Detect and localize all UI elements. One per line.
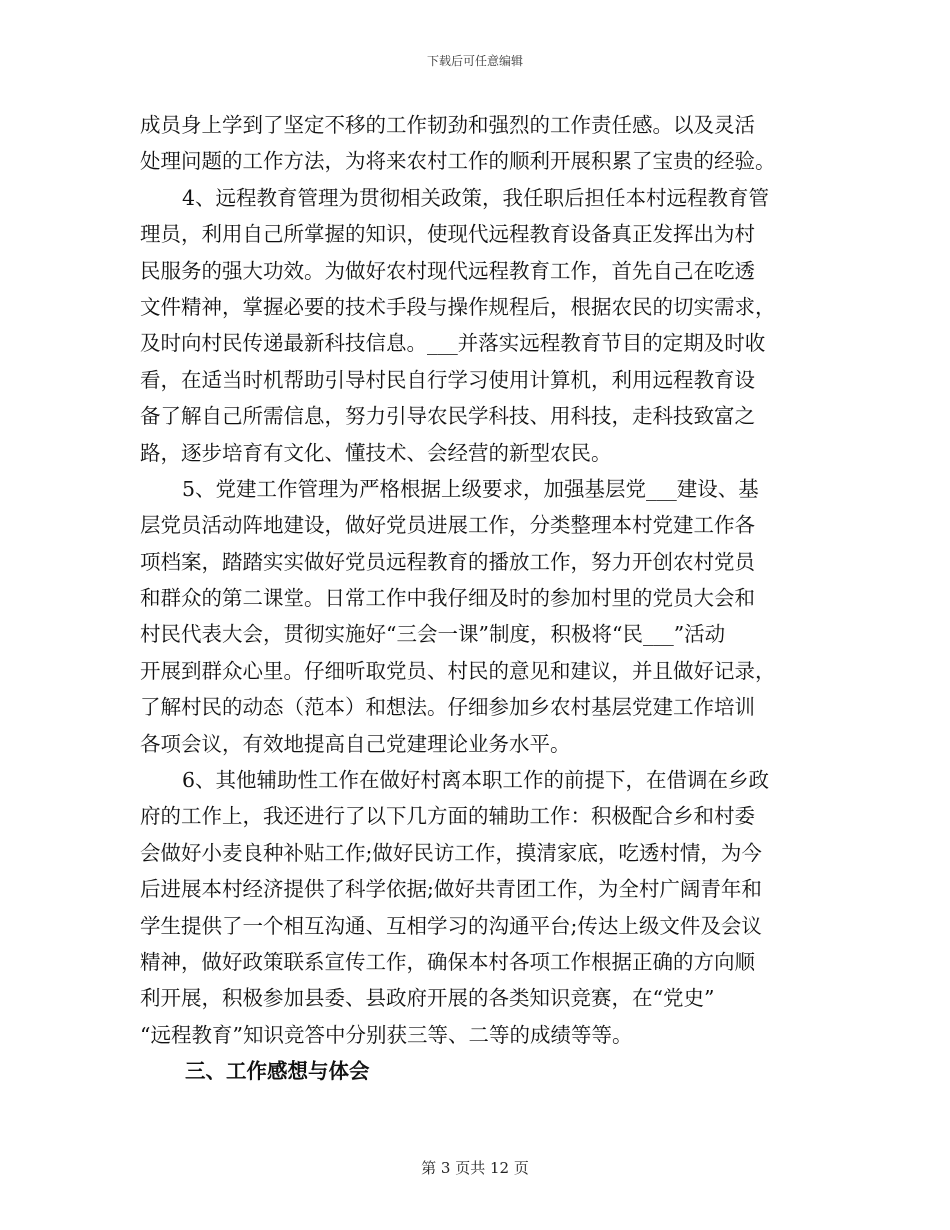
document-body <box>140 107 820 1090</box>
body-line: 开展到群众心里。仔细听取党员、村民的意见和建议，并且做好记录， <box>140 658 776 683</box>
section-heading: 三、工作感想与体会 <box>185 1059 370 1084</box>
body-line: 利开展，积极参加县委、县政府开展的各类知识竞赛，在“党史” <box>140 986 715 1011</box>
body-line: 了解村民的动态（范本）和想法。仔细参加乡农村基层党建工作培训 <box>140 695 755 720</box>
body-line: 后进展本村经济提供了科学依据;做好共青团工作，为全村广阔青年和 <box>140 877 762 902</box>
page-header: 下载后可任意编辑 <box>426 54 523 68</box>
body-line: 成员身上学到了坚定不移的工作韧劲和强烈的工作责任感。以及灵活 <box>140 113 755 137</box>
body-line: 路，逐步培育有文化、懂技术、会经营的新型农民。 <box>140 440 612 465</box>
body-line: “远程教育”知识竞答中分别获三等、二等的成绩等等。 <box>140 1022 633 1047</box>
body-line: 层党员活动阵地建设，做好党员进展工作，分类整理本村党建工作各 <box>140 513 755 538</box>
body-line: 5、党建工作管理为严格根据上级要求，加强基层党___建设、基 <box>182 476 759 501</box>
body-line: 民服务的强大功效。为做好农村现代远程教育工作，首先自己在吃透 <box>140 258 755 283</box>
body-line: 学生提供了一个相互沟通、互相学习的沟通平台;传达上级文件及会议 <box>140 913 762 938</box>
body-line: 及时向村民传递最新科技信息。___并落实远程教育节目的定期及时收 <box>140 331 766 356</box>
body-line: 村民代表大会，贯彻实施好“三会一课”制度，积极将“民___”活动 <box>140 622 726 647</box>
body-line: 看，在适当时机帮助引导村民自行学习使用计算机，利用远程教育设 <box>140 367 755 392</box>
body-line: 4、远程教育管理为贯彻相关政策，我任职后担任本村远程教育管 <box>182 185 770 210</box>
body-line: 6、其他辅助性工作在做好村离本职工作的前提下，在借调在乡政 <box>182 768 770 793</box>
body-line: 理员，利用自己所掌握的知识，使现代远程教育设备真正发挥出为村 <box>140 222 755 247</box>
body-line: 和群众的第二课堂。日常工作中我仔细及时的参加村里的党员大会和 <box>140 586 755 611</box>
body-line: 精神，做好政策联系宣传工作，确保本村各项工作根据正确的方向顺 <box>140 949 755 974</box>
body-line: 会做好小麦良种补贴工作;做好民访工作，摸清家底，吃透村情，为今 <box>140 840 762 865</box>
body-line: 文件精神，掌握必要的技术手段与操作规程后，根据农民的切实需求， <box>140 294 776 319</box>
body-line: 各项会议，有效地提高自己党建理论业务水平。 <box>140 731 571 756</box>
page-footer: 第 3 页共 12 页 <box>421 1159 529 1177</box>
body-line: 处理问题的工作方法，为将来农村工作的顺利开展积累了宝贵的经验。 <box>140 149 776 174</box>
body-line: 府的工作上，我还进行了以下几方面的辅助工作：积极配合乡和村委 <box>140 804 755 829</box>
body-line: 项档案，踏踏实实做好党员远程教育的播放工作，努力开创农村党员 <box>140 549 755 574</box>
body-line: 备了解自己所需信息，努力引导农民学科技、用科技，走科技致富之 <box>140 404 755 429</box>
